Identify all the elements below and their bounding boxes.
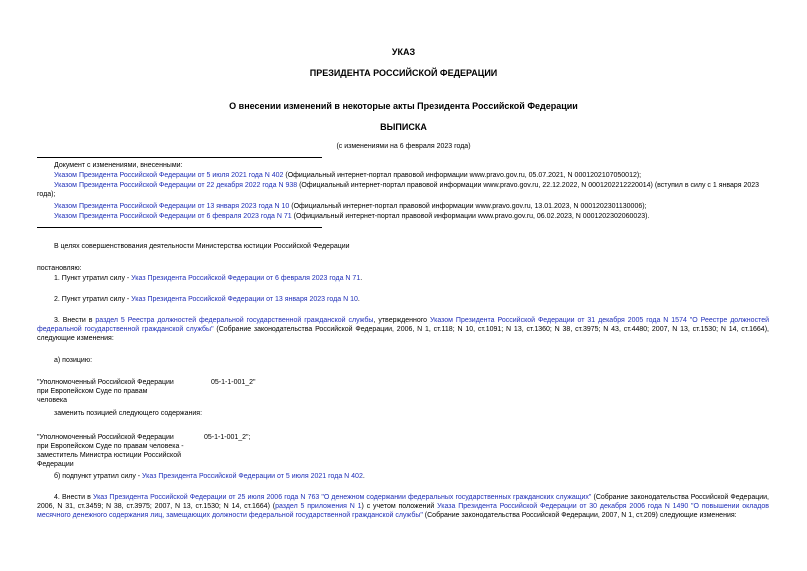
decree-402-link[interactable]: Указ Президента Российской Федерации от 5 июля 2021 года N 402 — [142, 473, 363, 480]
appendix-section-link[interactable]: раздел 5 приложения N 1 — [275, 503, 362, 510]
point-4-mid1: (Собрание законодательства Российской Федерации, 2006, N 31, ст.3459; N 38, ст.3975; 2007, N 13, ст.1530; N 14, ст.1664) ( — [37, 494, 769, 510]
position-new-name: "Уполномоченный Российской Федерации при Европейском Суде по правам человека - заместитель Министра юстиции Российской Федерации — [37, 434, 184, 468]
changes-intro: Документ с изменениями, внесенными: — [54, 162, 183, 169]
point-3-start: 3. Внести в — [54, 317, 96, 324]
point-2-end: . — [357, 296, 360, 303]
document-heading: О внесении изменений в некоторые акты Президента Российской Федерации — [229, 101, 578, 111]
point-1-link[interactable]: Указ Президента Российской Федерации от 6 февраля 2023 года N 71 — [131, 275, 361, 282]
point-1 — [54, 274, 362, 283]
change-item — [54, 171, 641, 180]
divider-bottom — [37, 227, 322, 228]
document-type-title: УКАЗ — [391, 47, 416, 57]
point-3-end: (Собрание законодательства Российской Федерации, 2006, N 1, ст.118; N 10, ст.1091; N 13, ст.1360; N 38, ст.3975; N 43, ст.4480; 2007, N 13, ст.1530; N 14, ст.1664), следующие изменения: — [37, 326, 769, 342]
point-4 — [37, 493, 769, 520]
revision-note: (с изменениями на 6 февраля 2023 года) — [336, 143, 471, 150]
change-item — [54, 212, 649, 221]
decree-763-link[interactable]: Указ Президента Российской Федерации от 25 июля 2006 года N 763 "О денежном содержании федеральных государственных гражданских служащих" — [92, 494, 592, 501]
decree-1574-link[interactable]: Указом Президента Российской Федерации от 31 декабря 2005 года N 1574 "О Реестре должностей федеральной государственной гражданской службы" — [37, 317, 769, 333]
change-link[interactable]: Указом Президента Российской Федерации от 5 июля 2021 года N 402 — [54, 172, 284, 179]
registry-section-link[interactable]: раздел 5 Реестра должностей федеральной государственной гражданской службы — [95, 317, 374, 324]
preamble: В целях совершенствования деятельности Министерства юстиции Российской Федерации — [54, 243, 350, 250]
subpoint-a-label: а) позицию: — [54, 357, 93, 364]
change-source: (Официальный интернет-портал правовой информации www.pravo.gov.ru, 06.02.2023, N 0001202302060023). — [291, 213, 650, 220]
point-3-mid: , утвержденного — [373, 317, 430, 324]
point-4-mid2: ) с учетом положений — [361, 503, 438, 510]
point-2 — [54, 295, 360, 304]
change-link[interactable]: Указом Президента Российской Федерации от 22 декабря 2022 года N 938 — [54, 182, 298, 189]
change-source: (Официальный интернет-портал правовой информации www.pravo.gov.ru, 05.07.2021, N 0001202107050012); — [283, 172, 642, 179]
position-new-code: 05-1-1-001_2"; — [204, 434, 251, 441]
position-old-name: "Уполномоченный Российской Федерации при Европейском Суде по правам человека — [37, 379, 174, 404]
change-item — [54, 202, 647, 211]
replace-instruction: заменить позицией следующего содержания: — [54, 410, 203, 417]
point-4-start: 4. Внести в — [54, 494, 93, 501]
subpoint-b-text: б) подпункт утратил силу - — [54, 473, 143, 480]
change-link[interactable]: Указом Президента Российской Федерации от 13 января 2023 года N 10 — [54, 203, 290, 210]
change-link[interactable]: Указом Президента Российской Федерации от 6 февраля 2023 года N 71 — [54, 213, 292, 220]
change-source: (Официальный интернет-портал правовой информации www.pravo.gov.ru, 22.12.2022, N 0001202212220014) (вступил в силу с 1 января 2023 года); — [37, 182, 760, 198]
divider-top — [37, 157, 322, 158]
point-2-text: 2. Пункт утратил силу - — [54, 296, 132, 303]
point-4-end: (Собрание законодательства Российской Федерации, 2007, N 1, ст.209) следующие изменения: — [422, 512, 737, 519]
decree-1490-link[interactable]: Указа Президента Российской Федерации от 30 декабря 2006 года N 1490 "О повышении окладов месячного денежного содержания лиц, замещающих должности федеральной государственной гражданской службы" — [37, 503, 769, 519]
position-old-code: 05-1-1-001_2" — [211, 379, 256, 386]
document-issuer-title: ПРЕЗИДЕНТА РОССИЙСКОЙ ФЕДЕРАЦИИ — [309, 68, 498, 78]
point-1-end: . — [360, 275, 363, 282]
subpoint-b-end: . — [362, 473, 365, 480]
change-source: (Официальный интернет-портал правовой информации www.pravo.gov.ru, 13.01.2023, N 0001202301130006); — [289, 203, 647, 210]
extract-label: ВЫПИСКА — [380, 122, 427, 132]
decree-word: постановляю: — [37, 265, 82, 272]
point-1-text: 1. Пункт утратил силу - — [54, 275, 132, 282]
subpoint-b — [54, 472, 365, 481]
point-2-link[interactable]: Указ Президента Российской Федерации от 13 января 2023 года N 10 — [131, 296, 358, 303]
point-3 — [37, 316, 769, 343]
change-item — [37, 181, 773, 199]
